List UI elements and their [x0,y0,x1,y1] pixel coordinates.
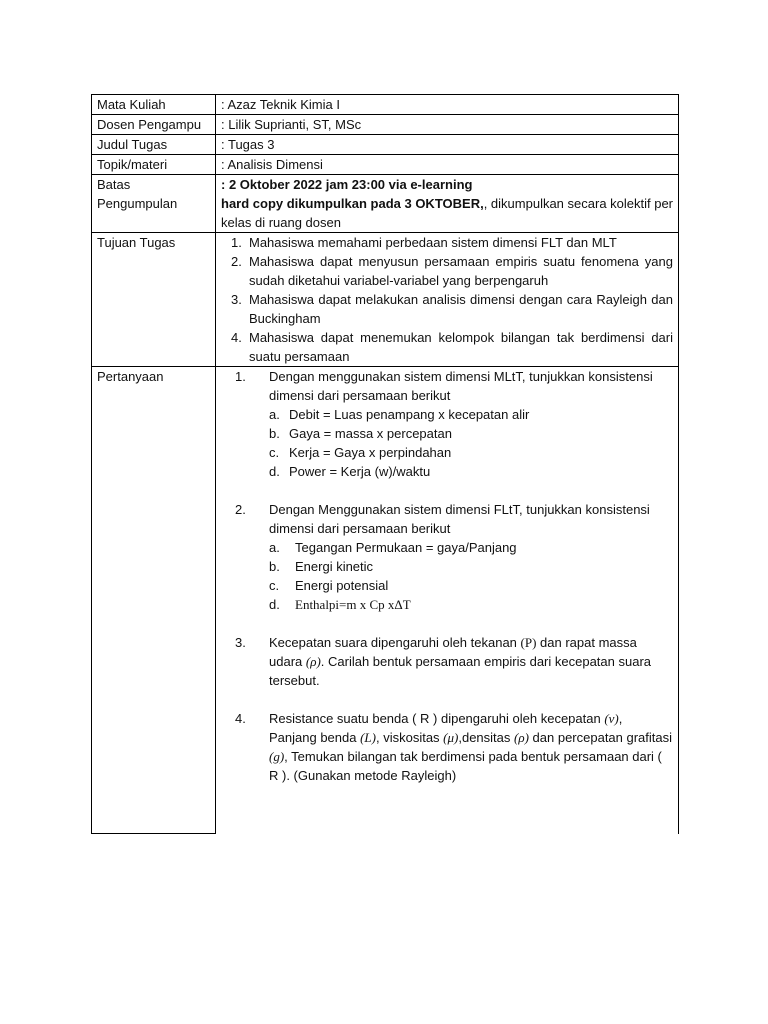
sub-question [269,595,673,614]
density-symbol: (ρ) [305,654,321,669]
velocity-symbol: (v) [604,711,619,726]
text-segment: . Carilah bentuk persamaan empiris dari kecepatan suara tersebut. [269,654,652,688]
objectives-content [216,233,679,367]
sub-question-text: Energi kinetic [295,559,374,574]
table-row [92,155,679,175]
sub-question-label: a. [269,540,280,555]
question-text [269,709,673,785]
text-segment: dan percepatan grafitasi [528,730,673,745]
sub-question [269,424,673,443]
sub-question [269,538,673,557]
sub-question [269,576,673,595]
sub-question-label: d. [269,597,280,612]
hardcopy-deadline: hard copy dikumpulkan pada 3 OKTOBER, [221,196,484,211]
objectives-row [92,233,679,367]
objective-number: 4. [231,330,242,345]
sub-question-text: Power = Kerja (w)/waktu [289,464,431,479]
question-number: 3. [235,635,246,650]
question-text: Dengan menggunakan sistem dimensi MLtT, tunjukkan konsistensi dimensi dari persamaan berikut [269,369,653,403]
objective-item [221,252,673,290]
sub-question-label: a. [269,407,280,422]
sub-question-text: Energi potensial [295,578,389,593]
sub-question-label: d. [269,464,280,479]
sub-question-list [269,405,673,481]
objective-text: Mahasiswa dapat melakukan analisis dimensi dengan cara Rayleigh dan Buckingham [249,292,673,326]
sub-question-list [269,538,673,614]
question-number: 2. [235,502,246,517]
density-symbol: (ρ) [514,730,529,745]
text-segment: dan rapat massa udara [269,635,637,669]
sub-question-label: b. [269,426,280,441]
enthalpy-formula: Enthalpi=m x Cp xΔT [295,597,411,612]
questions-content [216,367,679,834]
objective-number: 1. [231,235,242,250]
objective-text: Mahasiswa memahami perbedaan sistem dimensi FLT dan MLT [249,235,617,250]
questions-row [92,367,679,834]
text-segment: , Panjang benda [269,711,623,745]
deadline-label [92,175,216,233]
sub-question-text: Tegangan Permukaan = gaya/Panjang [295,540,517,555]
deadline-note [221,194,673,232]
text-segment: ,densitas [458,730,515,745]
table-row [92,135,679,155]
row-label: Mata Kuliah [92,95,216,115]
question-number: 1. [235,369,246,384]
question-4 [221,709,673,785]
question-1 [221,367,673,481]
gravity-symbol: (g) [269,749,285,764]
row-value: : Azaz Teknik Kimia I [216,95,679,115]
objective-item [221,290,673,328]
text-segment: , Temukan bilangan tak berdimensi pada bentuk persamaan dari ( R ). (Gunakan metode Rayleigh) [269,749,662,783]
objective-text: Mahasiswa dapat menyusun persamaan empiris suatu fenomena yang sudah diketahui variabel-variabel yang berpengaruh [249,254,673,288]
sub-question-text: Gaya = massa x percepatan [289,426,452,441]
row-label: Dosen Pengampu [92,115,216,135]
question-text: Dengan Menggunakan sistem dimensi FLtT, tunjukkan konsistensi dimensi dari persamaan berikut [269,502,650,536]
deadline-content [216,175,679,233]
sub-question [269,405,673,424]
row-label: Topik/materi [92,155,216,175]
sub-question [269,462,673,481]
question-number: 4. [235,711,246,726]
table-row [92,115,679,135]
question-text [269,633,673,690]
length-symbol: (L) [360,730,376,745]
objective-text: Mahasiswa dapat menemukan kelompok bilangan tak berdimensi dari suatu persamaan [249,330,673,364]
deadline-row [92,175,679,233]
questions-label: Pertanyaan [92,367,216,834]
viscosity-symbol: (μ) [443,730,459,745]
objectives-label: Tujuan Tugas [92,233,216,367]
row-label: Judul Tugas [92,135,216,155]
deadline-date: : 2 Oktober 2022 jam 23:00 via e-learning [221,177,473,192]
pressure-symbol: (P) [520,635,537,650]
questions-list [221,367,673,785]
question-3 [221,633,673,690]
text-segment: Resistance suatu benda ( R ) dipengaruhi oleh kecepatan [269,711,605,726]
row-value: : Tugas 3 [216,135,679,155]
objective-item [221,328,673,366]
sub-question [269,443,673,462]
text-segment: , viskositas [375,730,444,745]
row-value: : Lilik Suprianti, ST, MSc [216,115,679,135]
objective-item [221,233,673,252]
sub-question [269,557,673,576]
sub-question-text: Debit = Luas penampang x kecepatan alir [289,407,530,422]
sub-question-label: b. [269,559,280,574]
row-value: : Analisis Dimensi [216,155,679,175]
deadline-label-line1: Batas [97,177,131,192]
sub-question-label: c. [269,445,280,460]
assignment-table [91,94,679,834]
objectives-list [221,233,673,366]
objective-number: 2. [231,254,242,269]
text-segment: Kecepatan suara dipengaruhi oleh tekanan [269,635,521,650]
question-2 [221,500,673,614]
objective-number: 3. [231,292,242,307]
deadline-label-line2: Pengumpulan [97,196,178,211]
hardcopy-note: , dikumpulkan secara kolektif per kelas di ruang dosen [221,196,674,230]
table-row [92,95,679,115]
sub-question-label: c. [269,578,280,593]
sub-question-text: Kerja = Gaya x perpindahan [289,445,452,460]
